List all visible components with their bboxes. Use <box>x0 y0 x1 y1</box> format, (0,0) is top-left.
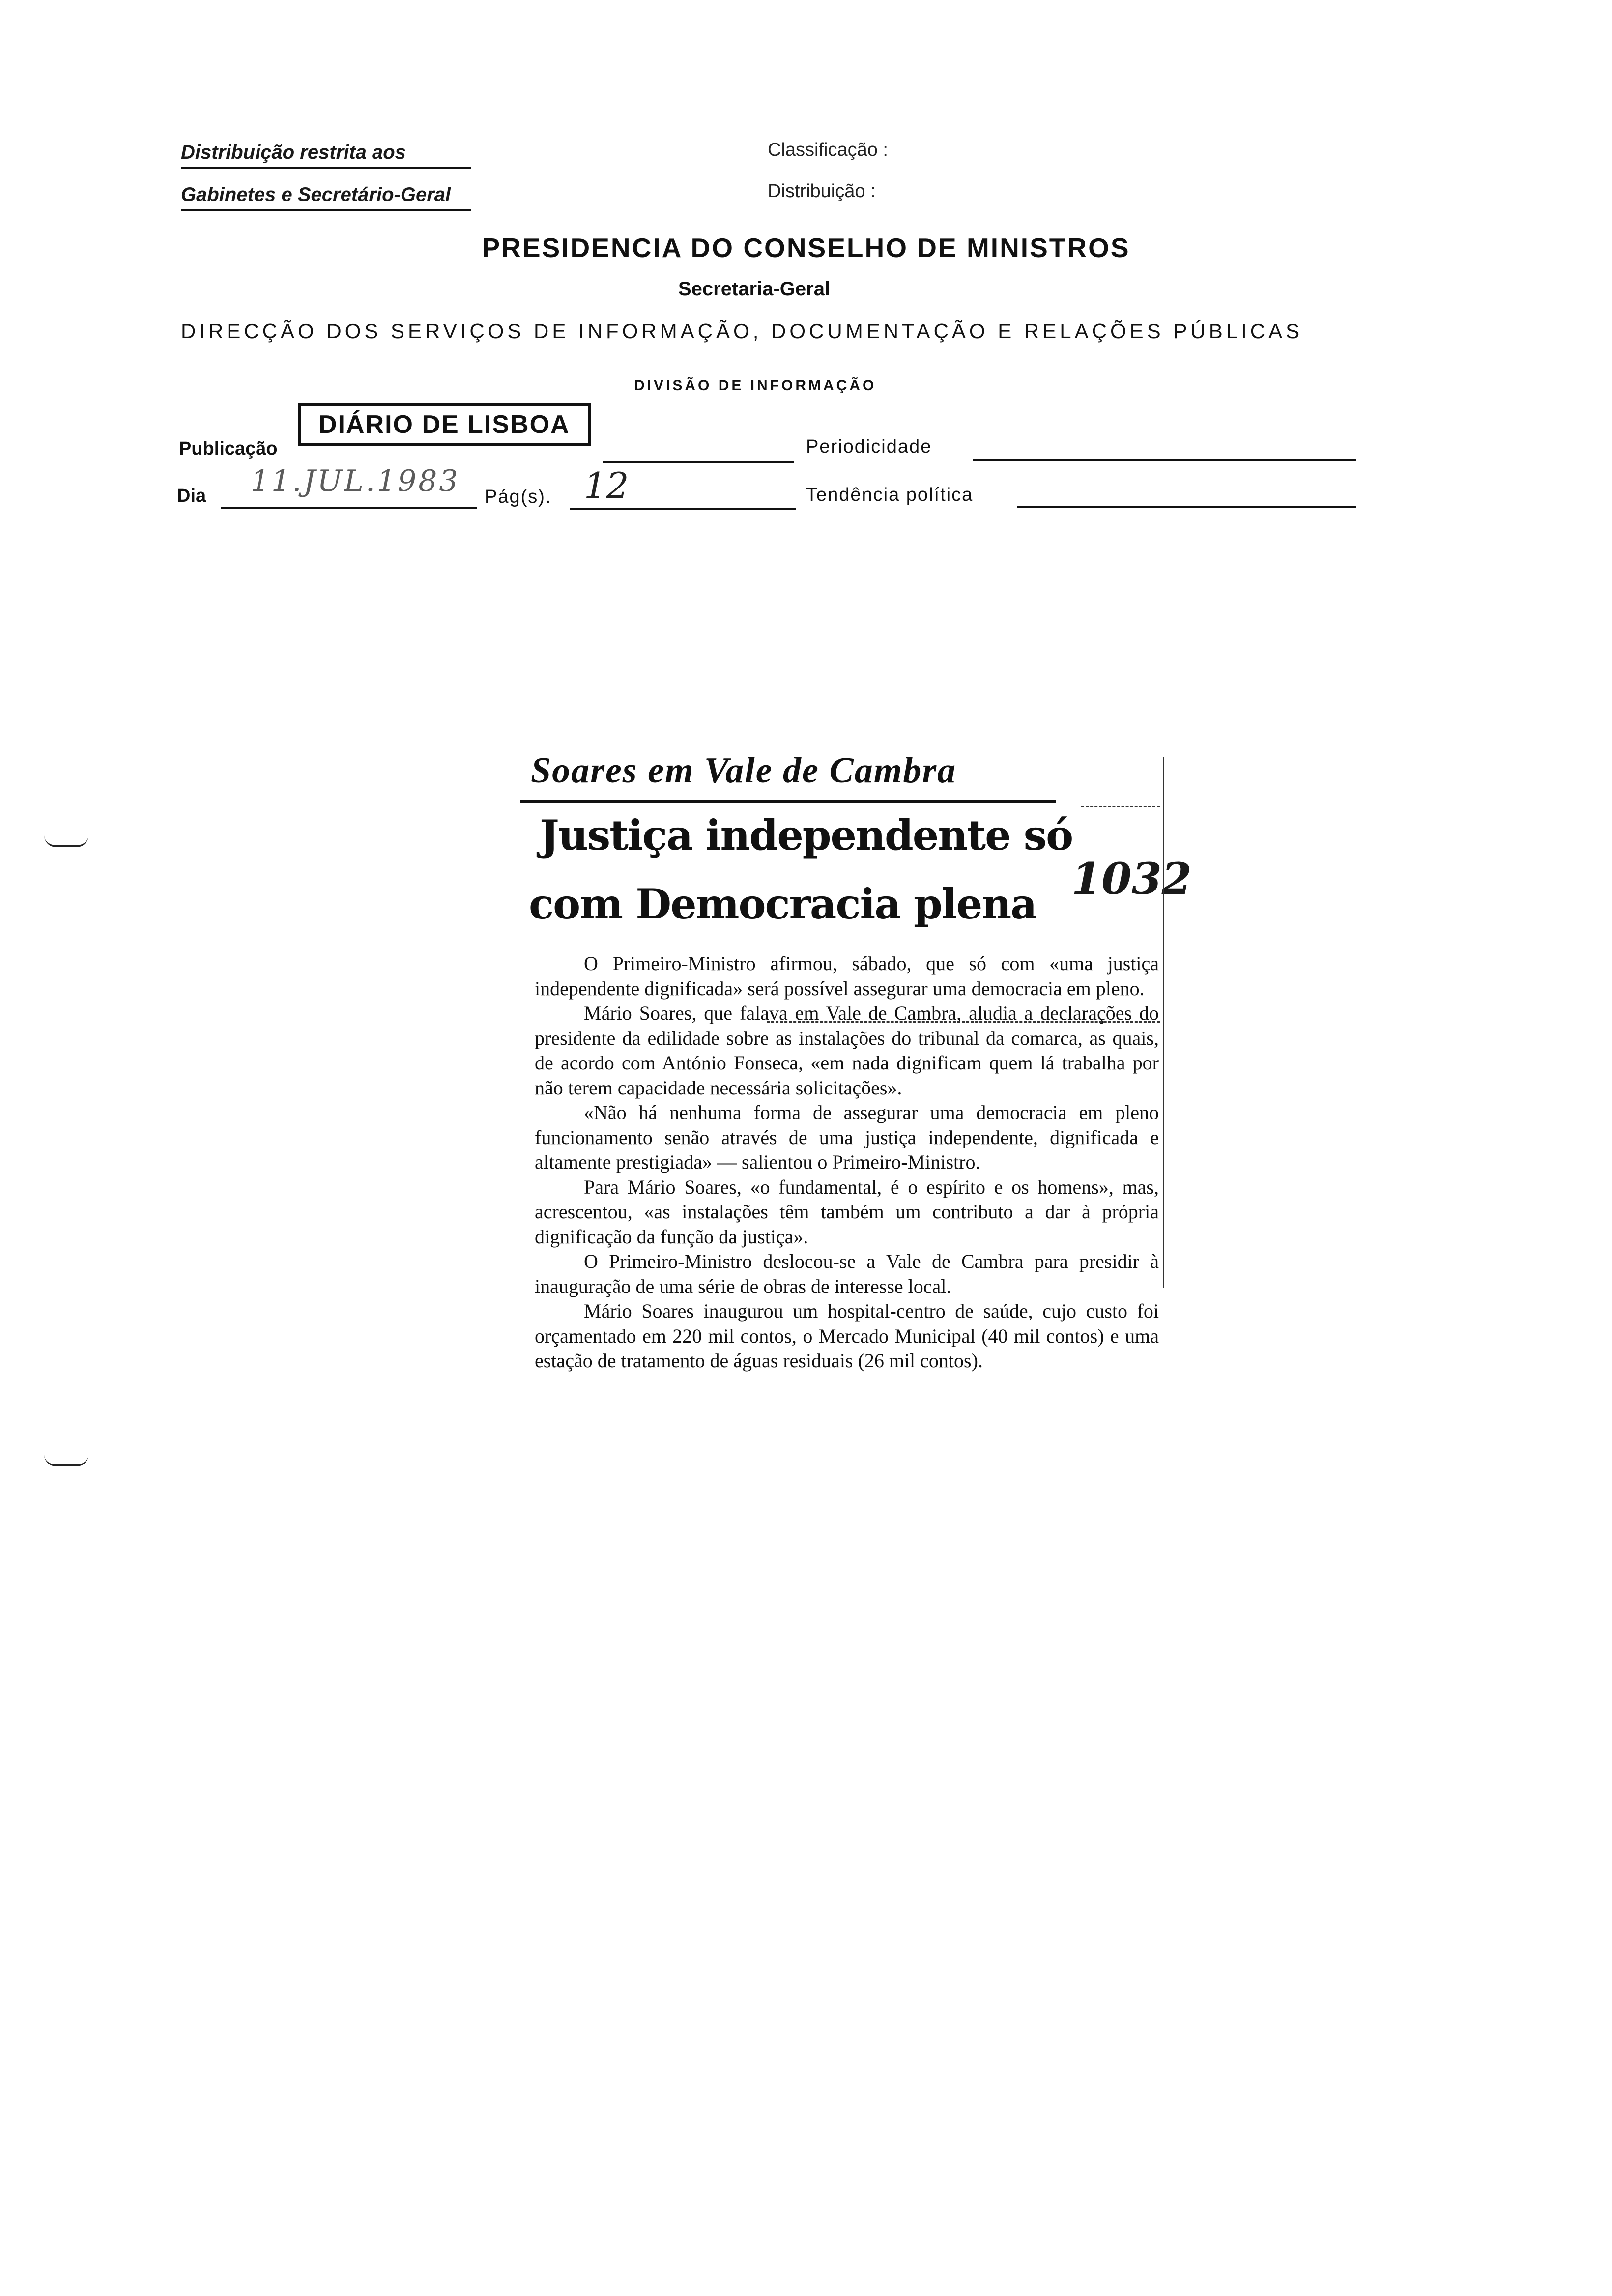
periodicidade-label: Periodicidade <box>806 436 932 457</box>
direccao-title: DIRECÇÃO DOS SERVIÇOS DE INFORMAÇÃO, DOCUMENTAÇÃO E RELAÇÕES PÚBLICAS <box>181 319 1303 343</box>
article-body <box>535 951 1159 1374</box>
ministry-header <box>0 232 1612 263</box>
article-paragraph: Mário Soares, que falava em Vale de Cambra, aludia a declarações do presidente da edilidade sobre as instalações do tribunal da comarca, as quais, de acordo com António Fonseca, «em nada dignificam quem lá trabalha por não terem capacidade necessária solicitações». <box>535 1002 1159 1099</box>
clipping-right-edge <box>1163 757 1164 1288</box>
article-paragraph: «Não há nenhuma forma de assegurar uma democracia em pleno funcionamento senão através de uma justiça independente, dignificada e altamente prestigiada» — salientou o Primeiro-Ministro. <box>535 1101 1159 1173</box>
publicacao-underline <box>603 461 794 463</box>
secretaria-label: Secretaria-Geral <box>678 278 831 300</box>
periodicidade-underline <box>973 459 1356 461</box>
divisao-title: DIVISÃO DE INFORMAÇÃO <box>634 377 877 394</box>
headline-line-1: Justiça independente só <box>540 811 1073 860</box>
classificacao-label: Classificação : <box>768 140 888 160</box>
punch-hole-mark <box>44 1455 88 1466</box>
publicacao-label: Publicação <box>179 438 278 459</box>
restricted-line-2: Gabinetes e Secretário-Geral <box>181 184 471 211</box>
dia-label: Dia <box>177 486 206 506</box>
dia-value: 11.JUL.1983 <box>251 464 460 498</box>
kicker-underline <box>520 800 1056 803</box>
article-paragraph: O Primeiro-Ministro afirmou, sábado, que só com «uma justiça independente dignificada» será possível assegurar uma democracia em pleno. <box>535 952 1159 1000</box>
article-paragraph: O Primeiro-Ministro deslocou-se a Vale de Cambra para presidir à inauguração de uma série de obras de interesse local. <box>535 1250 1159 1297</box>
restricted-line-1: Distribuição restrita aos <box>181 142 471 169</box>
cut-line <box>767 1021 1160 1023</box>
restricted-distribution-note <box>181 142 471 211</box>
tendencia-label: Tendência política <box>806 485 974 505</box>
dia-underline <box>221 507 477 509</box>
pags-label: Pág(s). <box>485 487 552 507</box>
article-paragraph: Mário Soares inaugurou um hospital-centro de saúde, cujo custo foi orçamentado em 220 mil contos, o Mercado Municipal (40 mil contos) e uma estação de tratamento de águas residuais (26 mil contos). <box>535 1300 1159 1372</box>
punch-hole-mark <box>44 835 88 847</box>
archive-stamp: 1032 <box>1071 853 1192 904</box>
publication-name-box: DIÁRIO DE LISBOA <box>298 403 591 446</box>
article-kicker: Soares em Vale de Cambra <box>531 750 957 791</box>
headline-line-2: com Democracia plena <box>529 880 1036 928</box>
ministry-title: PRESIDENCIA DO CONSELHO DE MINISTROS <box>482 232 1130 263</box>
tendencia-underline <box>1017 506 1356 508</box>
pags-underline <box>570 508 796 510</box>
distribuicao-label: Distribuição : <box>768 181 876 201</box>
stamp-dash <box>1081 806 1160 807</box>
article-paragraph: Para Mário Soares, «o fundamental, é o espírito e os homens», mas, acrescentou, «as instalações têm também um contributo a dar à própria dignificação da função da justiça». <box>535 1176 1159 1248</box>
pags-value: 12 <box>584 465 629 506</box>
